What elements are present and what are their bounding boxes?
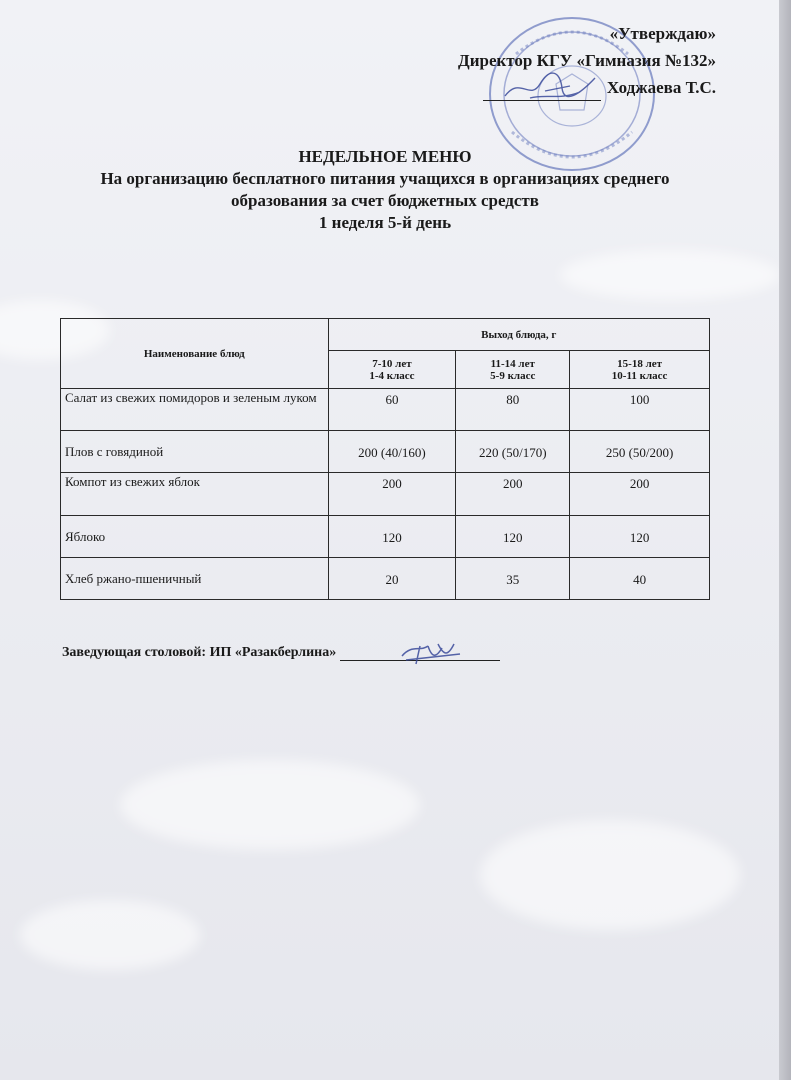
age-range: 15-18 лет bbox=[617, 357, 663, 370]
glare-reflection bbox=[560, 250, 780, 300]
yield-value: 120 bbox=[456, 516, 570, 558]
dish-name: Салат из свежих помидоров и зеленым луком bbox=[61, 389, 329, 431]
dish-name: Плов с говядиной bbox=[61, 431, 329, 473]
dish-name: Яблоко bbox=[61, 516, 329, 558]
director-name: Ходжаева Т.С. bbox=[606, 78, 716, 97]
background-edge bbox=[779, 0, 791, 1080]
title-day: 1 неделя 5-й день bbox=[318, 213, 452, 232]
yield-value: 200 bbox=[328, 473, 456, 516]
table-row bbox=[61, 431, 710, 473]
yield-value: 40 bbox=[570, 558, 710, 600]
grade-range: 5-9 класс bbox=[490, 369, 536, 382]
glare-reflection bbox=[20, 900, 200, 970]
dish-name: Компот из свежих яблок bbox=[61, 473, 329, 516]
yield-value: 120 bbox=[570, 516, 710, 558]
header-age-group bbox=[328, 351, 456, 389]
table-row bbox=[61, 558, 710, 600]
director-signature bbox=[500, 66, 610, 106]
approval-heading: «Утверждаю» bbox=[609, 24, 716, 43]
yield-value: 200 bbox=[570, 473, 710, 516]
header-age-group bbox=[570, 351, 710, 389]
title-main: НЕДЕЛЬНОЕ МЕНЮ bbox=[298, 147, 472, 166]
table-row bbox=[61, 389, 710, 431]
grade-range: 1-4 класс bbox=[369, 369, 415, 382]
grade-range: 10-11 класс bbox=[611, 369, 668, 382]
table-row bbox=[61, 516, 710, 558]
canteen-head-signature bbox=[398, 638, 468, 668]
yield-value: 120 bbox=[328, 516, 456, 558]
glare-reflection bbox=[480, 820, 740, 930]
title-subtitle-1: На организацию бесплатного питания учащихся в организациях среднего bbox=[100, 169, 670, 188]
yield-value: 220 (50/170) bbox=[456, 431, 570, 473]
dish-name: Хлеб ржано-пшеничный bbox=[61, 558, 329, 600]
yield-value: 100 bbox=[570, 389, 710, 431]
menu-table bbox=[60, 318, 710, 600]
yield-value: 250 (50/200) bbox=[570, 431, 710, 473]
yield-value: 200 (40/160) bbox=[328, 431, 456, 473]
table-row bbox=[61, 473, 710, 516]
age-range: 7-10 лет bbox=[372, 357, 412, 370]
header-yield: Выход блюда, г bbox=[328, 319, 709, 351]
title-subtitle-2: образования за счет бюджетных средств bbox=[231, 191, 539, 210]
glare-reflection bbox=[120, 760, 420, 850]
header-age-group bbox=[456, 351, 570, 389]
yield-value: 20 bbox=[328, 558, 456, 600]
document-title bbox=[40, 146, 730, 234]
yield-value: 200 bbox=[456, 473, 570, 516]
canteen-head-label: Заведующая столовой: ИП «Разакберлина» bbox=[62, 645, 337, 660]
yield-value: 60 bbox=[328, 389, 456, 431]
yield-value: 35 bbox=[456, 558, 570, 600]
yield-value: 80 bbox=[456, 389, 570, 431]
header-dish-name: Наименование блюд bbox=[61, 319, 329, 389]
director-title: Директор КГУ «Гимназия №132» bbox=[458, 51, 716, 70]
age-range: 11-14 лет bbox=[490, 357, 535, 370]
